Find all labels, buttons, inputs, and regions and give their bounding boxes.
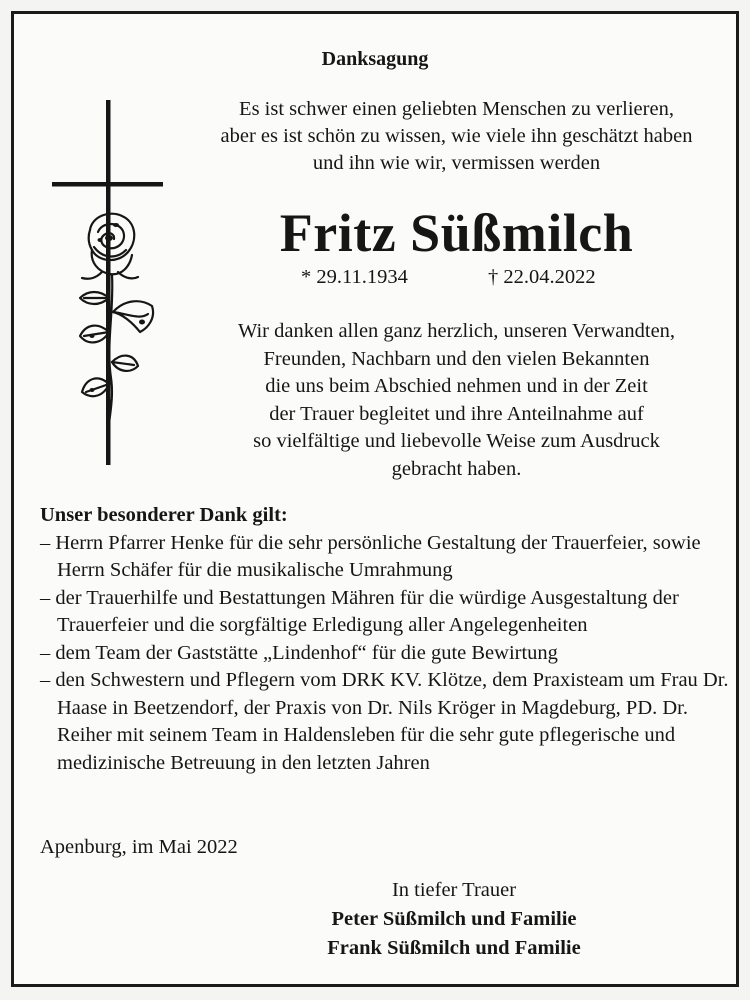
birth-date: * 29.11.1934 [301, 266, 408, 288]
family-name: Peter Süßmilch und Familie [331, 908, 577, 930]
notice-frame [11, 11, 739, 987]
death-date: † 22.04.2022 [488, 266, 596, 288]
quote-text [174, 96, 739, 177]
special-thanks [40, 502, 730, 777]
quote-line: Es ist schwer einen geliebten Menschen zu verlieren, [239, 98, 674, 120]
quote-line: und ihn wie wir, vermissen werden [312, 152, 601, 174]
special-thanks-item: – dem Team der Gaststätte „Lindenhof“ für die gute Bewirtung [40, 641, 558, 664]
thanks-line: die uns beim Abschied nehmen und in der Zeit [265, 375, 648, 397]
cross-with-rose-icon [52, 100, 167, 485]
deceased-name: Fritz Süßmilch [279, 203, 634, 263]
thanks-line: der Trauer begleitet und ihre Anteilnahme auf [269, 402, 644, 425]
quote-line: aber es ist schön zu wissen, wie viele ihn geschätzt haben [220, 125, 693, 147]
special-thanks-item: – der Trauerhilfe und Bestattungen Mähren für die würdige Ausgestaltung der Trauerfeier und die sorgfältige Erledigung aller Angelegenheiten [40, 586, 679, 636]
thanks-line: so vielfältige und liebevolle Weise zum Ausdruck [253, 430, 660, 452]
special-thanks-item: – Herrn Pfarrer Henke für die sehr persönliche Gestaltung der Trauerfeier, sowie Herrn Schäfer für die musikalische Umrahmung [40, 531, 701, 581]
thanks-line: gebracht haben. [391, 457, 522, 480]
thanks-line: Wir danken allen ganz herzlich, unseren Verwandten, [237, 320, 676, 342]
special-thanks-heading: Unser besonderer Dank gilt: [40, 504, 288, 526]
thanks-line: Freunden, Nachbarn und den vielen Bekannten [263, 347, 650, 370]
family-name: Frank Süßmilch und Familie [327, 937, 581, 959]
notice-title: Danksagung [321, 48, 429, 70]
mourning-line: In tiefer Trauer [391, 879, 517, 901]
special-thanks-item: – den Schwestern und Pflegern vom DRK KV. Klötze, dem Praxisteam um Frau Dr. Haase in Beetzendorf, der Praxis von Dr. Nils Kröger in Magdeburg, PD. Dr. Reiher mit seinem Team in Haldensleben für die sehr gute pflegerische und medizinische Betreuung in den letzten Jahren [40, 669, 729, 774]
thanks-text [174, 318, 739, 483]
signature-block [244, 876, 664, 963]
place-date: Apenburg, im Mai 2022 [40, 836, 238, 858]
